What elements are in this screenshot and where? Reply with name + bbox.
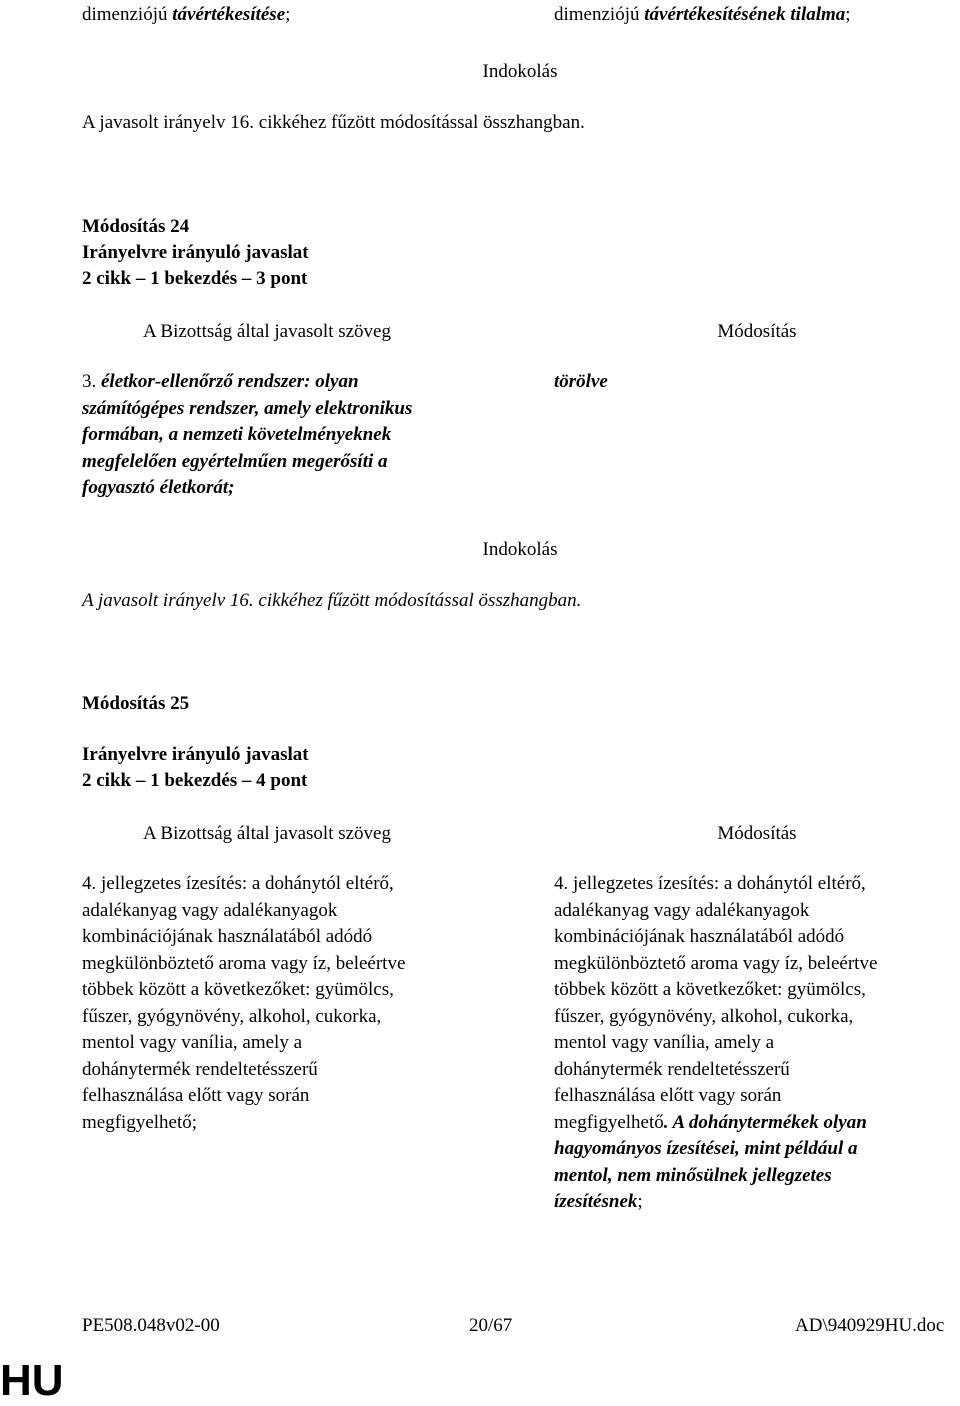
amendment-reference: 2 cikk – 1 bekezdés – 4 pont [82, 770, 308, 791]
amendment-subtitle: Irányelvre irányuló javaslat [82, 744, 309, 765]
amendment-text-block: 4. jellegzetes ízesítés: a dohánytól eltérő, adalékanyag vagy adalékanyagok kombinációjának használatából adódó megkülönböztető aroma vagy íz, beleértve többek között a következőket: gyümölcs, fűszer, gyógynövény, alkohol, cukorka, mentol vagy vanília, amely a dohánytermék rendeltetésszerű felhasználása előtt vagy során megfigyelhető. A dohánytermékek olyan hagyományos ízesítései, mint például a mentol, nem minősülnek jellegzetes ízesítésnek; [554, 873, 878, 1212]
amendment-reference: 2 cikk – 1 bekezdés – 3 pont [82, 268, 308, 289]
footer-file-name: AD\940929HU.doc [795, 1315, 945, 1336]
column-header-amendment: Módosítás [717, 321, 797, 342]
justification-text: A javasolt irányelv 16. cikkéhez fűzött módosítással összhangban. [82, 112, 585, 133]
footer-doc-reference: PE508.048v02-00 [82, 1315, 220, 1336]
column-header-amendment: Módosítás [717, 823, 797, 844]
column-header-commission-text: A Bizottság által javasolt szöveg [142, 823, 391, 844]
amendment-title: Módosítás 24 [82, 216, 190, 237]
prev-right-continuation: dimenziójú távértékesítésének tilalma; [554, 4, 851, 25]
commission-text-block: 3. életkor-ellenőrző rendszer: olyan számítógépes rendszer, amely elektronikus formában, a nemzeti követelményeknek megfelelően egyértelműen megerősíti a fogyasztó életkorát; [82, 371, 413, 498]
amendment-title: Módosítás 25 [82, 693, 190, 714]
column-header-commission-text: A Bizottság által javasolt szöveg [142, 321, 391, 342]
amendment-deleted-text: törölve [554, 371, 608, 392]
commission-text-block: 4. jellegzetes ízesítés: a dohánytól eltérő, adalékanyag vagy adalékanyagok kombinációjának használatából adódó megkülönböztető aroma vagy íz, beleértve többek között a következőket: gyümölcs, fűszer, gyógynövény, alkohol, cukorka, mentol vagy vanília, amely a dohánytermék rendeltetésszerű felhasználása előtt vagy során megfigyelhető; [82, 873, 406, 1133]
prev-left-continuation: dimenziójú távértékesítése; [82, 4, 291, 25]
justification-heading: Indokolás [482, 539, 558, 560]
justification-text: A javasolt irányelv 16. cikkéhez fűzött módosítással összhangban. [82, 590, 582, 611]
amendment-subtitle: Irányelvre irányuló javaslat [82, 242, 309, 263]
footer-page-number: 20/67 [469, 1315, 513, 1336]
language-code: HU [0, 1356, 64, 1405]
justification-heading: Indokolás [482, 61, 558, 82]
